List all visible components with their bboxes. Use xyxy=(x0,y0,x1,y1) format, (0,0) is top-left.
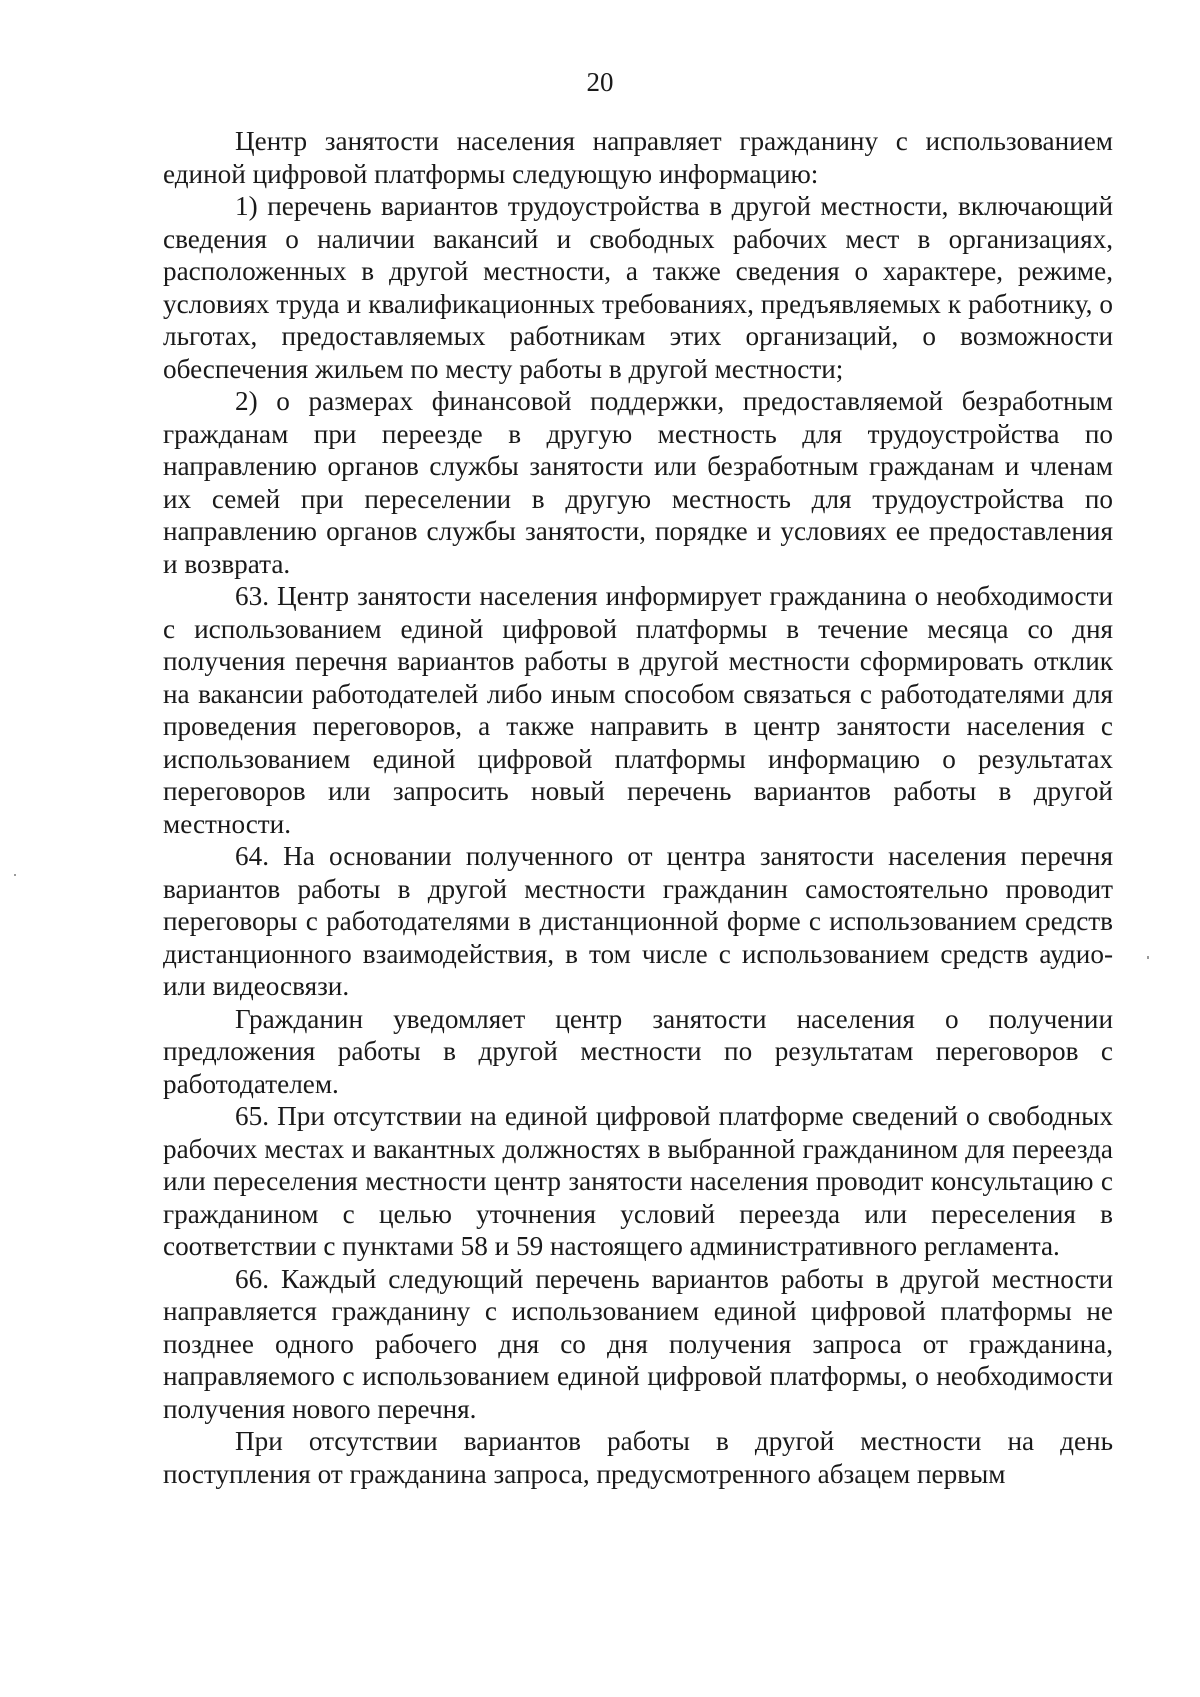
page-number: 20 xyxy=(586,67,614,97)
paragraph-item-1: 1) перечень вариантов трудоустройства в другой местности, включающий сведения о наличии вакансий и свободных рабочих мест в организациях, расположенных в другой местности, а также сведения о характере, режиме, условиях труда и квалификационных требованиях, предъявляемых к работнику, о льготах, предоставляемых работникам этих организаций, о возможности обеспечения жильем по месту работы в другой местности; xyxy=(163,191,1113,384)
paragraph-clause-65: 65. При отсутствии на единой цифровой платформе сведений о свободных рабочих местах и вакантных должностях в выбранной гражданином для переезда или переселения местности центр занятости населения проводит консультацию с гражданином с целью уточнения условий переезда или переселения в соответствии с пунктами 58 и 59 настоящего административного регламента. xyxy=(163,1101,1113,1261)
paragraph-clause-66: 66. Каждый следующий перечень вариантов работы в другой местности направляется гражданину с использованием единой цифровой платформы не позднее одного рабочего дня со дня получения запроса от гражданина, направляемого с использованием единой цифровой платформы, о необходимости получения нового перечня. xyxy=(163,1263,1113,1424)
scan-speck-left xyxy=(14,874,16,876)
paragraph-intro: Центр занятости населения направляет гражданину с использованием единой цифровой платформы следующую информацию: xyxy=(163,126,1113,189)
paragraph-clause-64: 64. На основании полученного от центра занятости населения перечня вариантов работы в другой местности гражданин самостоятельно проводит переговоры с работодателями в дистанционной форме с использованием средств дистанционного взаимодействия, в том числе с использованием средств аудио- или видеосвязи. xyxy=(163,841,1113,1001)
paragraph-item-2: 2) о размерах финансовой поддержки, предоставляемой безработным гражданам при переезде в другую местность для трудоустройства по направлению органов службы занятости или безработным гражданам и членам их семей при переселении в другую местность для трудоустройства по направлению органов службы занятости, порядке и условиях ее предоставления и возврата. xyxy=(163,386,1113,579)
document-body xyxy=(163,125,1113,1490)
paragraph-clause-63: 63. Центр занятости населения информирует гражданина о необходимости с использованием единой цифровой платформы в течение месяца со дня получения перечня вариантов работы в другой местности сформировать отклик на вакансии работодателей либо иным способом связаться с работодателями для проведения переговоров, а также направить в центр занятости населения с использованием единой цифровой платформы информацию о результатах переговоров или запросить новый перечень вариантов работы в другой местности. xyxy=(163,581,1113,839)
paragraph-clause-64-notice: Гражданин уведомляет центр занятости населения о получении предложения работы в другой местности по результатам переговоров с работодателем. xyxy=(163,1003,1113,1099)
paragraph-clause-66-continued: При отсутствии вариантов работы в другой местности на день поступления от гражданина запроса, предусмотренного абзацем первым xyxy=(163,1426,1113,1489)
scan-speck-right xyxy=(1147,956,1149,959)
